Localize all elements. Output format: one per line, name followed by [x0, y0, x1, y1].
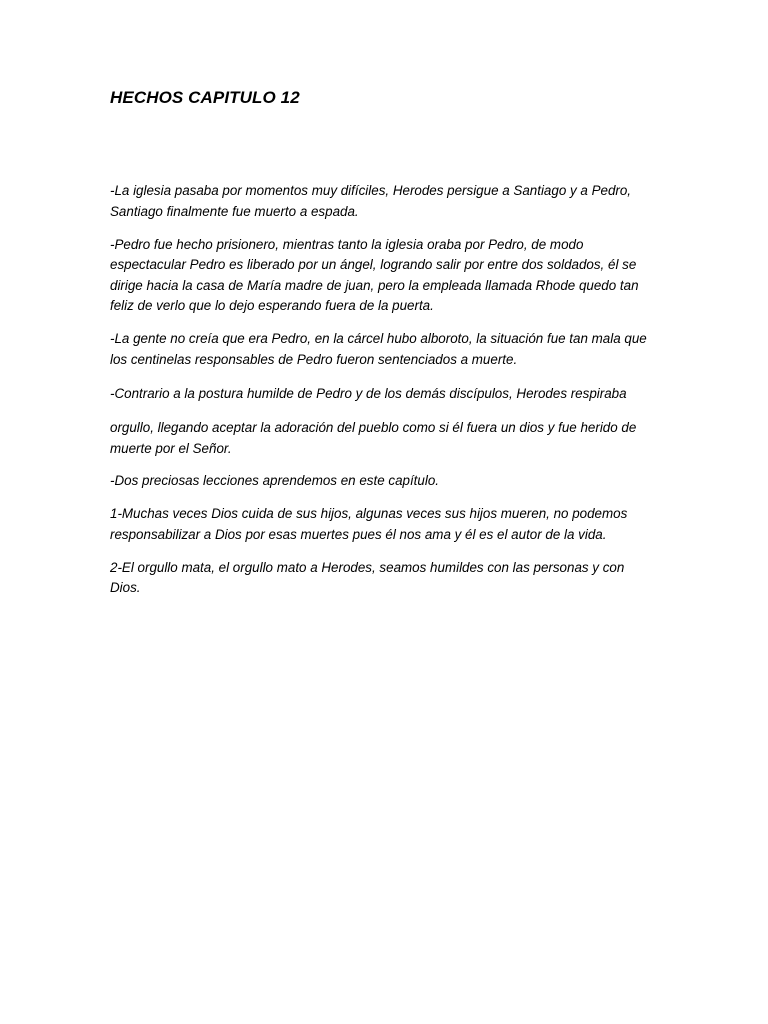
paragraph-pedro-prisionero: -Pedro fue hecho prisionero, mientras tanto la iglesia oraba por Pedro, de modo espectacular Pedro es liberado por un ángel, logrando salir por entre dos soldados, él se dirige hacia la casa de María madre de juan, pero la empleada llamada Rhode quedo tan feliz de verlo que lo dejo esperando fuera de la puerta.	[110, 236, 639, 313]
document-title: HECHOS CAPITULO 12	[110, 88, 300, 107]
document-body	[110, 181, 655, 611]
paragraph-contrario	[110, 383, 655, 459]
paragraph-leccion-1: 1-Muchas veces Dios cuida de sus hijos, algunas veces sus hijos mueren, no podemos responsabilizar a Dios por esas muertes pues él nos ama y él es el autor de la vida.	[110, 506, 628, 542]
paragraph-leccion-2: 2-El orgullo mata, el orgullo mato a Herodes, seamos humildes con las personas y con Dios.	[110, 559, 625, 595]
paragraph-iglesia: -La iglesia pasaba por momentos muy difíciles, Herodes persigue a Santiago y a Pedro, Santiago finalmente fue muerto a espada.	[110, 183, 632, 219]
paragraph-gente-no-creia: -La gente no creía que era Pedro, en la cárcel hubo alboroto, la situación fue tan mala que los centinelas responsables de Pedro fueron sentenciados a muerte.	[110, 331, 647, 367]
paragraph-contrario-line1: -Contrario a la postura humilde de Pedro y de los demás discípulos, Herodes respiraba	[110, 385, 627, 401]
paragraph-lecciones: -Dos preciosas lecciones aprendemos en este capítulo.	[110, 473, 439, 488]
paragraph-contrario-rest: orgullo, llegando aceptar la adoración del pueblo como si él fuera un dios y fue herido de muerte por el Señor.	[110, 419, 637, 456]
